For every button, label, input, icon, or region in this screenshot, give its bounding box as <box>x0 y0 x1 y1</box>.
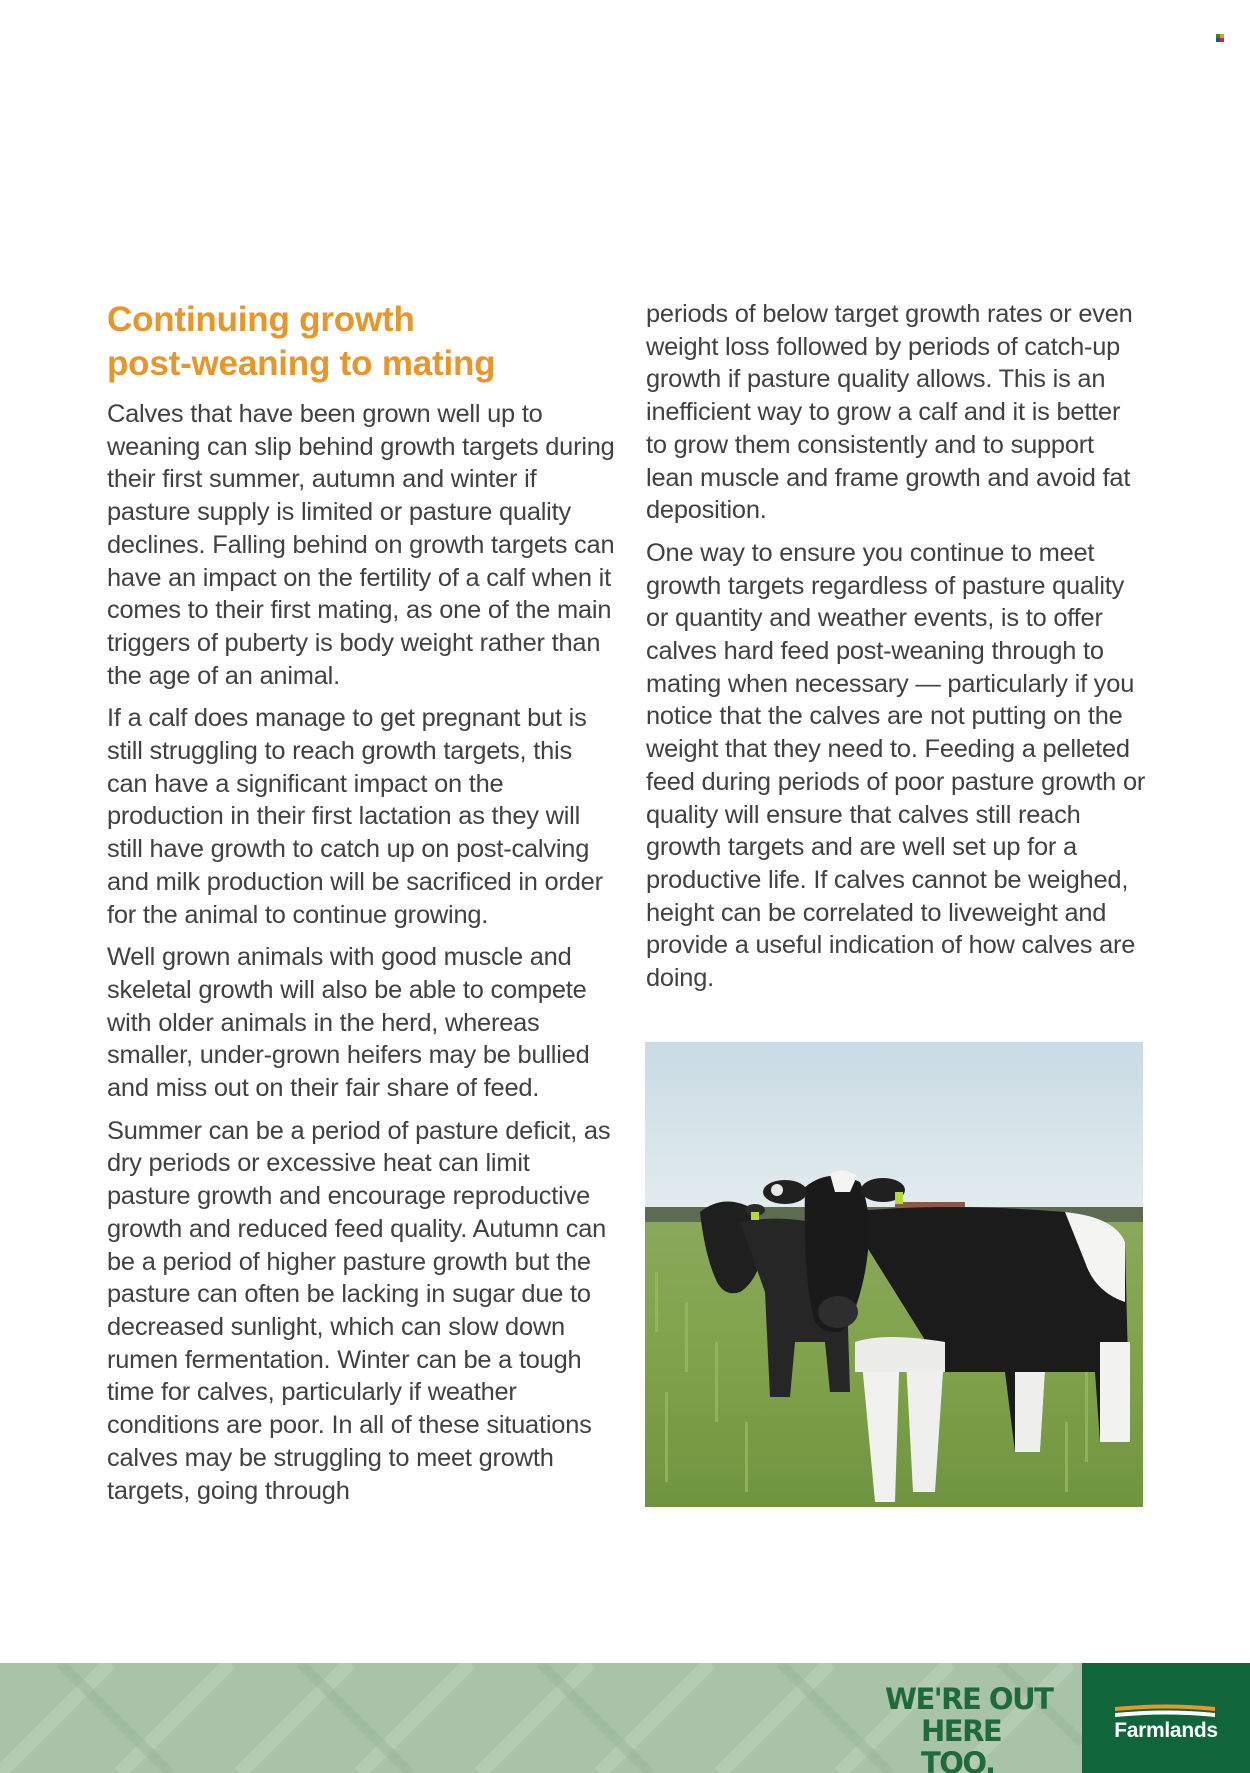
calves-photo <box>645 1042 1143 1507</box>
farmlands-logo-block <box>1082 1663 1250 1773</box>
heading-line-1: Continuing growth <box>107 300 415 339</box>
section-heading <box>107 298 617 386</box>
paragraph: One way to ensure you continue to meet growth targets regardless of pasture quality or quantity and weather events, is to offer calves hard feed post-weaning through to mating when necessary — particularly if you notice that the calves are not putting on the weight that they need to. Feeding a pelleted feed during periods of poor pasture growth or quality will ensure that calves still reach growth targets and are well set up for a productive life. If calves cannot be weighed, height can be correlated to liveweight and provide a useful indication of how calves are doing. <box>646 538 1146 993</box>
tagline-line-1: WE'RE OUT <box>885 1682 1053 1716</box>
footer-band <box>0 1663 1250 1773</box>
paragraph: If a calf does manage to get pregnant but is still struggling to reach growth targets, this can have a significant impact on the production in their first lactation as they will still have growth to catch up on post-calving and milk production will be sacrificed in order for the animal to continue growing. <box>107 704 603 929</box>
tagline-line-2: HERE TOO. <box>921 1714 1002 1773</box>
left-column <box>107 298 617 1517</box>
footer-tagline <box>885 1683 1065 1773</box>
paragraph: periods of below target growth rates or even weight loss followed by periods of catch-up growth if pasture quality allows. This is an inefficient way to grow a calf and it is better to grow them consistently and to support lean muscle and frame growth and avoid fat deposition. <box>646 300 1133 525</box>
farmlands-stripes-icon <box>1115 1703 1215 1717</box>
right-column <box>646 298 1146 1005</box>
paragraph: Well grown animals with good muscle and skeletal growth will also be able to compete with older animals in the herd, whereas smaller, under-grown heifers may be bullied and miss out on their fair share of feed. <box>107 943 590 1103</box>
paragraph: Calves that have been grown well up to weaning can slip behind growth targets during their first summer, autumn and winter if pasture supply is limited or pasture quality declines. Falling behind on growth targets can have an impact on the fertility of a calf when it comes to their first mating, as one of the main triggers of puberty is body weight rather than the age of an animal. <box>107 400 615 690</box>
corner-color-mark <box>1216 34 1225 43</box>
paragraph: Summer can be a period of pasture deficit, as dry periods or excessive heat can limit pasture growth and encourage reproductive growth and reduced feed quality. Autumn can be a period of higher pasture growth but the pasture can often be lacking in sugar due to decreased sunlight, which can slow down rumen fermentation. Winter can be a tough time for calves, particularly if weather conditions are poor. In all of these situations calves may be struggling to meet growth targets, going through <box>107 1116 611 1505</box>
heading-line-2: post-weaning to mating <box>107 344 496 383</box>
brand-name: Farmlands <box>1114 1719 1218 1742</box>
